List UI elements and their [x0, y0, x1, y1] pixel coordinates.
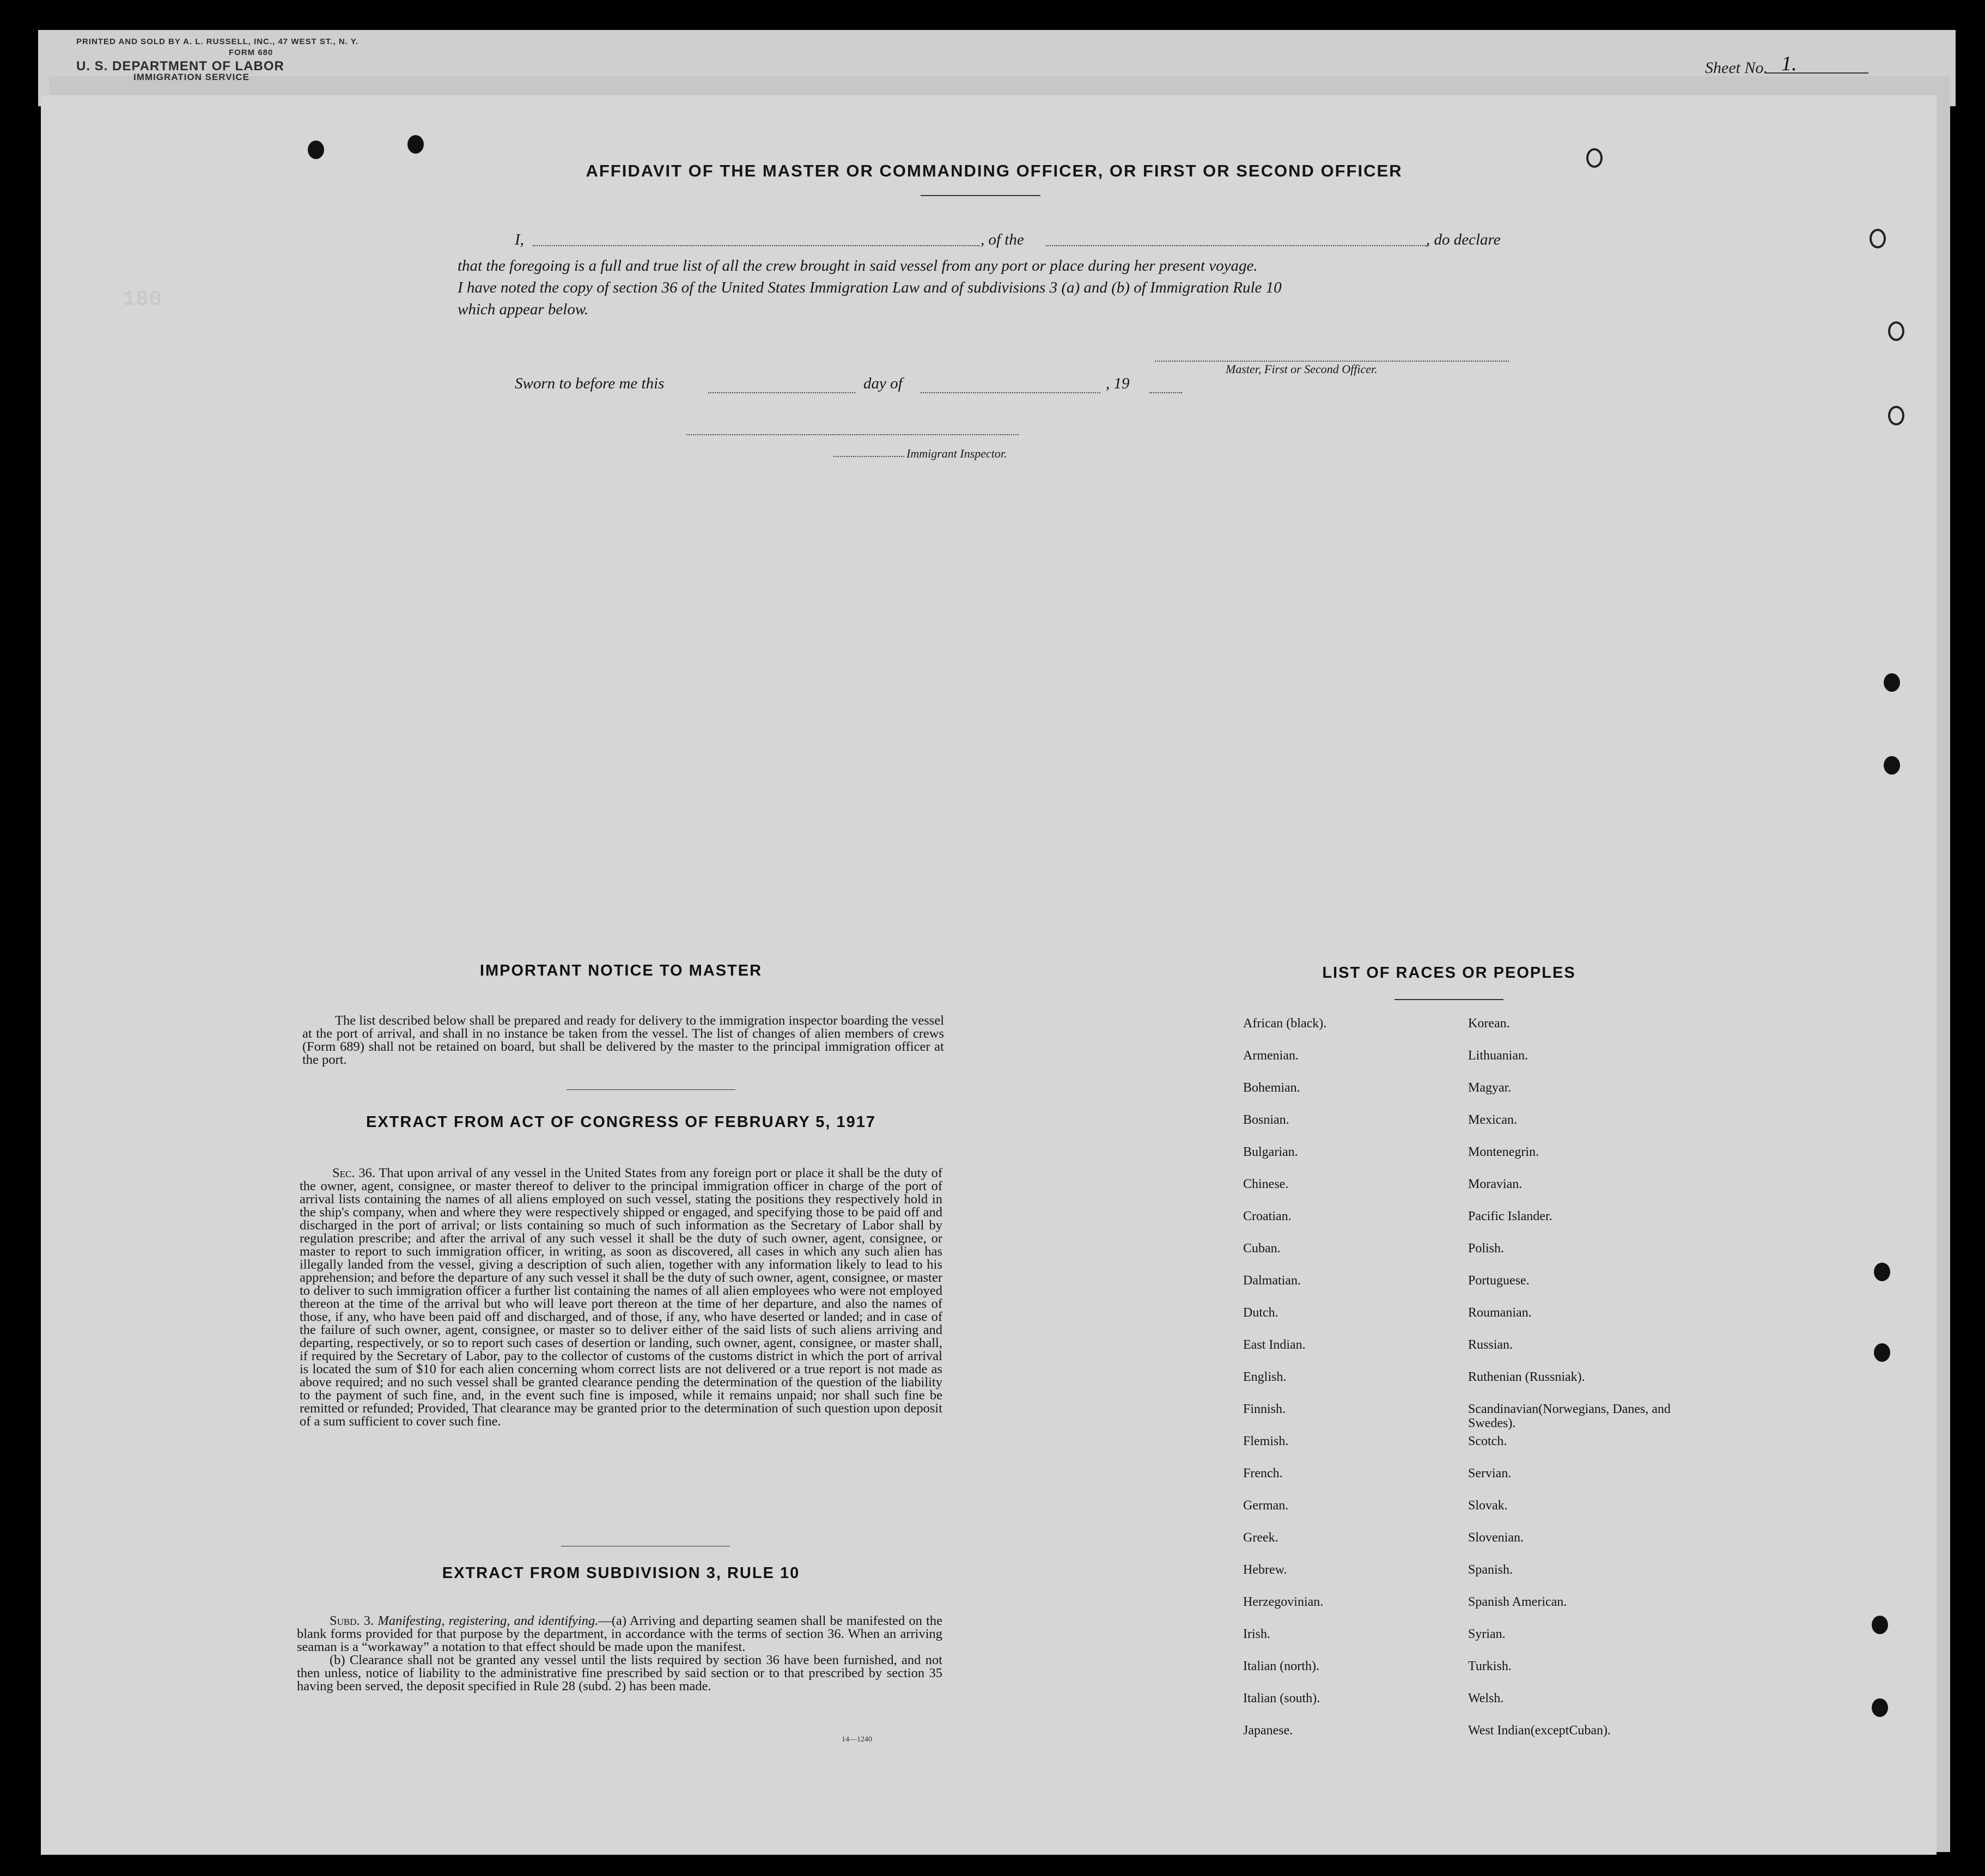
affidavit-of-the: , of the	[981, 231, 1024, 248]
affidavit-declare: , do declare	[1426, 231, 1501, 248]
subd-b-text: (b) Clearance shall not be granted any vessel until the lists required by section 36 have been furnished, and not then unless, notice of liability to the administrative fine prescribed by said section or to that prescribed by section 35 having been served, the deposit specified in Rule 28 (subd. 2) has been made.	[297, 1653, 942, 1694]
divider	[1395, 999, 1503, 1000]
race-item: Slovak.	[1468, 1499, 1508, 1513]
department-name: U. S. DEPARTMENT OF LABOR	[76, 59, 284, 74]
act-extract-title: EXTRACT FROM ACT OF CONGRESS OF FEBRUARY 5, 1917	[366, 1113, 876, 1131]
race-item: Cuban.	[1243, 1241, 1281, 1256]
races-title: LIST OF RACES OR PEOPLES	[1322, 964, 1576, 982]
sec-label: Sec. 36.	[332, 1166, 375, 1180]
punch-hole-icon	[1872, 1616, 1888, 1634]
races-column-2	[1468, 1016, 1675, 1756]
race-item: Scandinavian(Norwegians, Danes, and Swedes).	[1468, 1402, 1671, 1430]
act-extract-text	[300, 1167, 942, 1428]
inspector-label: Immigrant Inspector.	[906, 447, 1007, 460]
punch-hole-icon	[1586, 148, 1603, 168]
sheet-number-label: Sheet No.	[1705, 59, 1768, 77]
race-item: German.	[1243, 1499, 1289, 1513]
race-item: Croatian.	[1243, 1209, 1292, 1223]
race-item: Portuguese.	[1468, 1274, 1530, 1288]
punch-hole-icon	[1884, 673, 1900, 692]
affidavit-title: AFFIDAVIT OF THE MASTER OR COMMANDING OFFICER, OR FIRST OR SECOND OFFICER	[586, 161, 1403, 180]
race-item: Korean.	[1468, 1016, 1510, 1031]
race-item: Mexican.	[1468, 1113, 1517, 1127]
race-item: Armenian.	[1243, 1049, 1299, 1063]
inspector-blank	[686, 433, 1019, 435]
race-item: Servian.	[1468, 1466, 1512, 1481]
race-item: Chinese.	[1243, 1177, 1289, 1191]
subd-heading: Manifesting, registering, and identifying.	[377, 1613, 599, 1628]
race-item: Lithuanian.	[1468, 1049, 1528, 1063]
notice-title: IMPORTANT NOTICE TO MASTER	[479, 962, 763, 979]
bleed-through-mark: 180	[123, 288, 162, 312]
race-item: Finnish.	[1243, 1402, 1286, 1416]
race-item: Dutch.	[1243, 1306, 1278, 1320]
sworn-day-of: day of	[863, 375, 903, 392]
punch-hole-icon	[1888, 321, 1904, 341]
signature-blank	[1155, 360, 1509, 362]
race-item: Moravian.	[1468, 1177, 1523, 1191]
sheet-number-value: 1.	[1765, 52, 1868, 74]
sworn-year-blank	[1149, 391, 1182, 393]
divider	[567, 1089, 735, 1090]
service-name: IMMIGRATION SERVICE	[133, 72, 249, 82]
race-item: Roumanian.	[1468, 1306, 1532, 1320]
punch-hole-icon	[1884, 756, 1900, 775]
race-item: French.	[1243, 1466, 1283, 1481]
sworn-prefix: Sworn to before me this	[515, 375, 665, 392]
race-item: African (black).	[1243, 1016, 1327, 1031]
race-item: Turkish.	[1468, 1659, 1512, 1673]
punch-hole-icon	[1872, 1698, 1888, 1717]
races-column-1	[1243, 1016, 1450, 1756]
affidavit-line-4: which appear below.	[458, 301, 589, 318]
rule-extract-text	[297, 1615, 942, 1693]
subd-a-text: —(a) Arriving and departing seamen shall be manifested on the blank forms provided for that purpose by the department, in accordance with the terms of section 36. When an arriving seaman is a “workaway” a notation to that effect should be made upon the manifest.	[297, 1613, 943, 1654]
race-item: Spanish.	[1468, 1563, 1513, 1577]
name-blank	[533, 244, 979, 246]
punch-hole-icon	[308, 141, 324, 159]
print-code: 14—1240	[842, 1735, 872, 1744]
punch-hole-icon	[407, 135, 424, 154]
race-item: Italian (north).	[1243, 1659, 1319, 1673]
punch-hole-icon	[1888, 406, 1904, 425]
race-item: Italian (south).	[1243, 1691, 1320, 1706]
race-item: Ruthenian (Russniak).	[1468, 1370, 1585, 1384]
form-number: FORM 680	[229, 48, 273, 57]
signature-label: Master, First or Second Officer.	[1226, 362, 1378, 376]
race-item: Japanese.	[1243, 1723, 1293, 1738]
sworn-year: , 19	[1106, 375, 1130, 392]
affidavit-line-2: that the foregoing is a full and true list of all the crew brought in said vessel from any port or place during her present voyage.	[458, 257, 1258, 275]
inspector-dots	[833, 455, 904, 457]
punch-hole-icon	[1874, 1263, 1890, 1281]
race-item: Irish.	[1243, 1627, 1270, 1641]
race-item: Polish.	[1468, 1241, 1505, 1256]
race-item: Magyar.	[1468, 1081, 1512, 1095]
race-item: Russian.	[1468, 1338, 1513, 1352]
divider	[921, 195, 1040, 196]
race-item: West Indian(exceptCuban).	[1468, 1723, 1611, 1738]
punch-hole-icon	[1870, 229, 1886, 248]
affidavit-line-3: I have noted the copy of section 36 of the United States Immigration Law and of subdivisions 3 (a) and (b) of Immigration Rule 10	[458, 279, 1282, 296]
race-item: Hebrew.	[1243, 1563, 1287, 1577]
notice-body: The list described below shall be prepared and ready for delivery to the immigration inspector boarding the vessel at the port of arrival, and shall in no instance be taken from the vessel. The list of changes of alien members of crews (Form 689) shall not be retained on board, but shall be delivered by the master to the principal immigration officer at the port.	[302, 1013, 944, 1067]
race-item: Pacific Islander.	[1468, 1209, 1552, 1223]
race-item: Greek.	[1243, 1531, 1278, 1545]
race-item: Flemish.	[1243, 1434, 1289, 1448]
race-item: Scotch.	[1468, 1434, 1507, 1448]
race-item: Montenegrin.	[1468, 1145, 1539, 1159]
race-item: Slovenian.	[1468, 1531, 1524, 1545]
race-item: Syrian.	[1468, 1627, 1506, 1641]
affidavit-i: I,	[515, 231, 524, 248]
race-item: East Indian.	[1243, 1338, 1306, 1352]
race-item: Spanish American.	[1468, 1595, 1567, 1609]
punch-hole-icon	[1874, 1343, 1890, 1362]
race-item: English.	[1243, 1370, 1287, 1384]
race-item: Dalmatian.	[1243, 1274, 1301, 1288]
vessel-blank	[1046, 244, 1427, 246]
act-extract-body: That upon arrival of any vessel in the United States from any foreign port or place it shall be the duty of the owner, agent, consignee, or master thereof to deliver to the principal immigration officer in charge of the port of arrival lists containing the names of all aliens employed on such vessel, stating the positions they respectively hold in the ship's company, when and where they were respectively shipped or engaged, and specifying those to be paid off and discharged in the port of arrival; or lists containing so much of such information as the Secretary of Labor shall by regulation prescribe; and after the arrival of any such vessel it shall be the duty of such owner, agent, consignee, or master to report to such immigration officer, in writing, as soon as discovered, all cases in which any such alien has illegally landed from the vessel, giving a description of such alien, together with any information likely to lead to his apprehension; and before the departure of any such vessel it shall be the duty of such owner, agent, consignee, or master to deliver to such immigration officer a further list containing the names of all alien employees who were not employed thereon at the time of the arrival but who will leave port thereon at the time of her departure, and also the names of those, if any, who have been paid off and discharged, and of those, if any, who have deserted or landed; and in case of the failure of such owner, agent, consignee, or master so to deliver either of the said lists of such aliens arriving and departing, respectively, or so to report such cases of desertion or landing, such owner, agent, consignee, or master shall, if required by the Secretary of Labor, pay to the collector of customs of the customs district in which the port of arrival is located the sum of $10 for each alien concerning whom correct lists are not delivered or a true report is not made as above required; and no such vessel shall be granted clearance pending the determination of the question of the liability to the payment of such fine, and, in the event such fine is imposed, while it remains unpaid; nor shall such fine be remitted or refunded; Provided, That clearance may be granted prior to the determination of such question upon deposit of a sum sufficient to cover such fine.	[300, 1166, 942, 1429]
race-item: Bohemian.	[1243, 1081, 1300, 1095]
rule-extract-title: EXTRACT FROM SUBDIVISION 3, RULE 10	[442, 1564, 800, 1582]
subd-label: Subd. 3.	[330, 1613, 374, 1628]
sworn-day-blank	[708, 391, 855, 393]
race-item: Bulgarian.	[1243, 1145, 1298, 1159]
sworn-month-blank	[921, 391, 1100, 393]
printer-credit: PRINTED AND SOLD BY A. L. RUSSELL, INC., 47 WEST ST., N. Y.	[76, 37, 359, 46]
race-item: Welsh.	[1468, 1691, 1504, 1706]
notice-text	[302, 1014, 944, 1067]
race-item: Herzegovinian.	[1243, 1595, 1324, 1609]
race-item: Bosnian.	[1243, 1113, 1289, 1127]
